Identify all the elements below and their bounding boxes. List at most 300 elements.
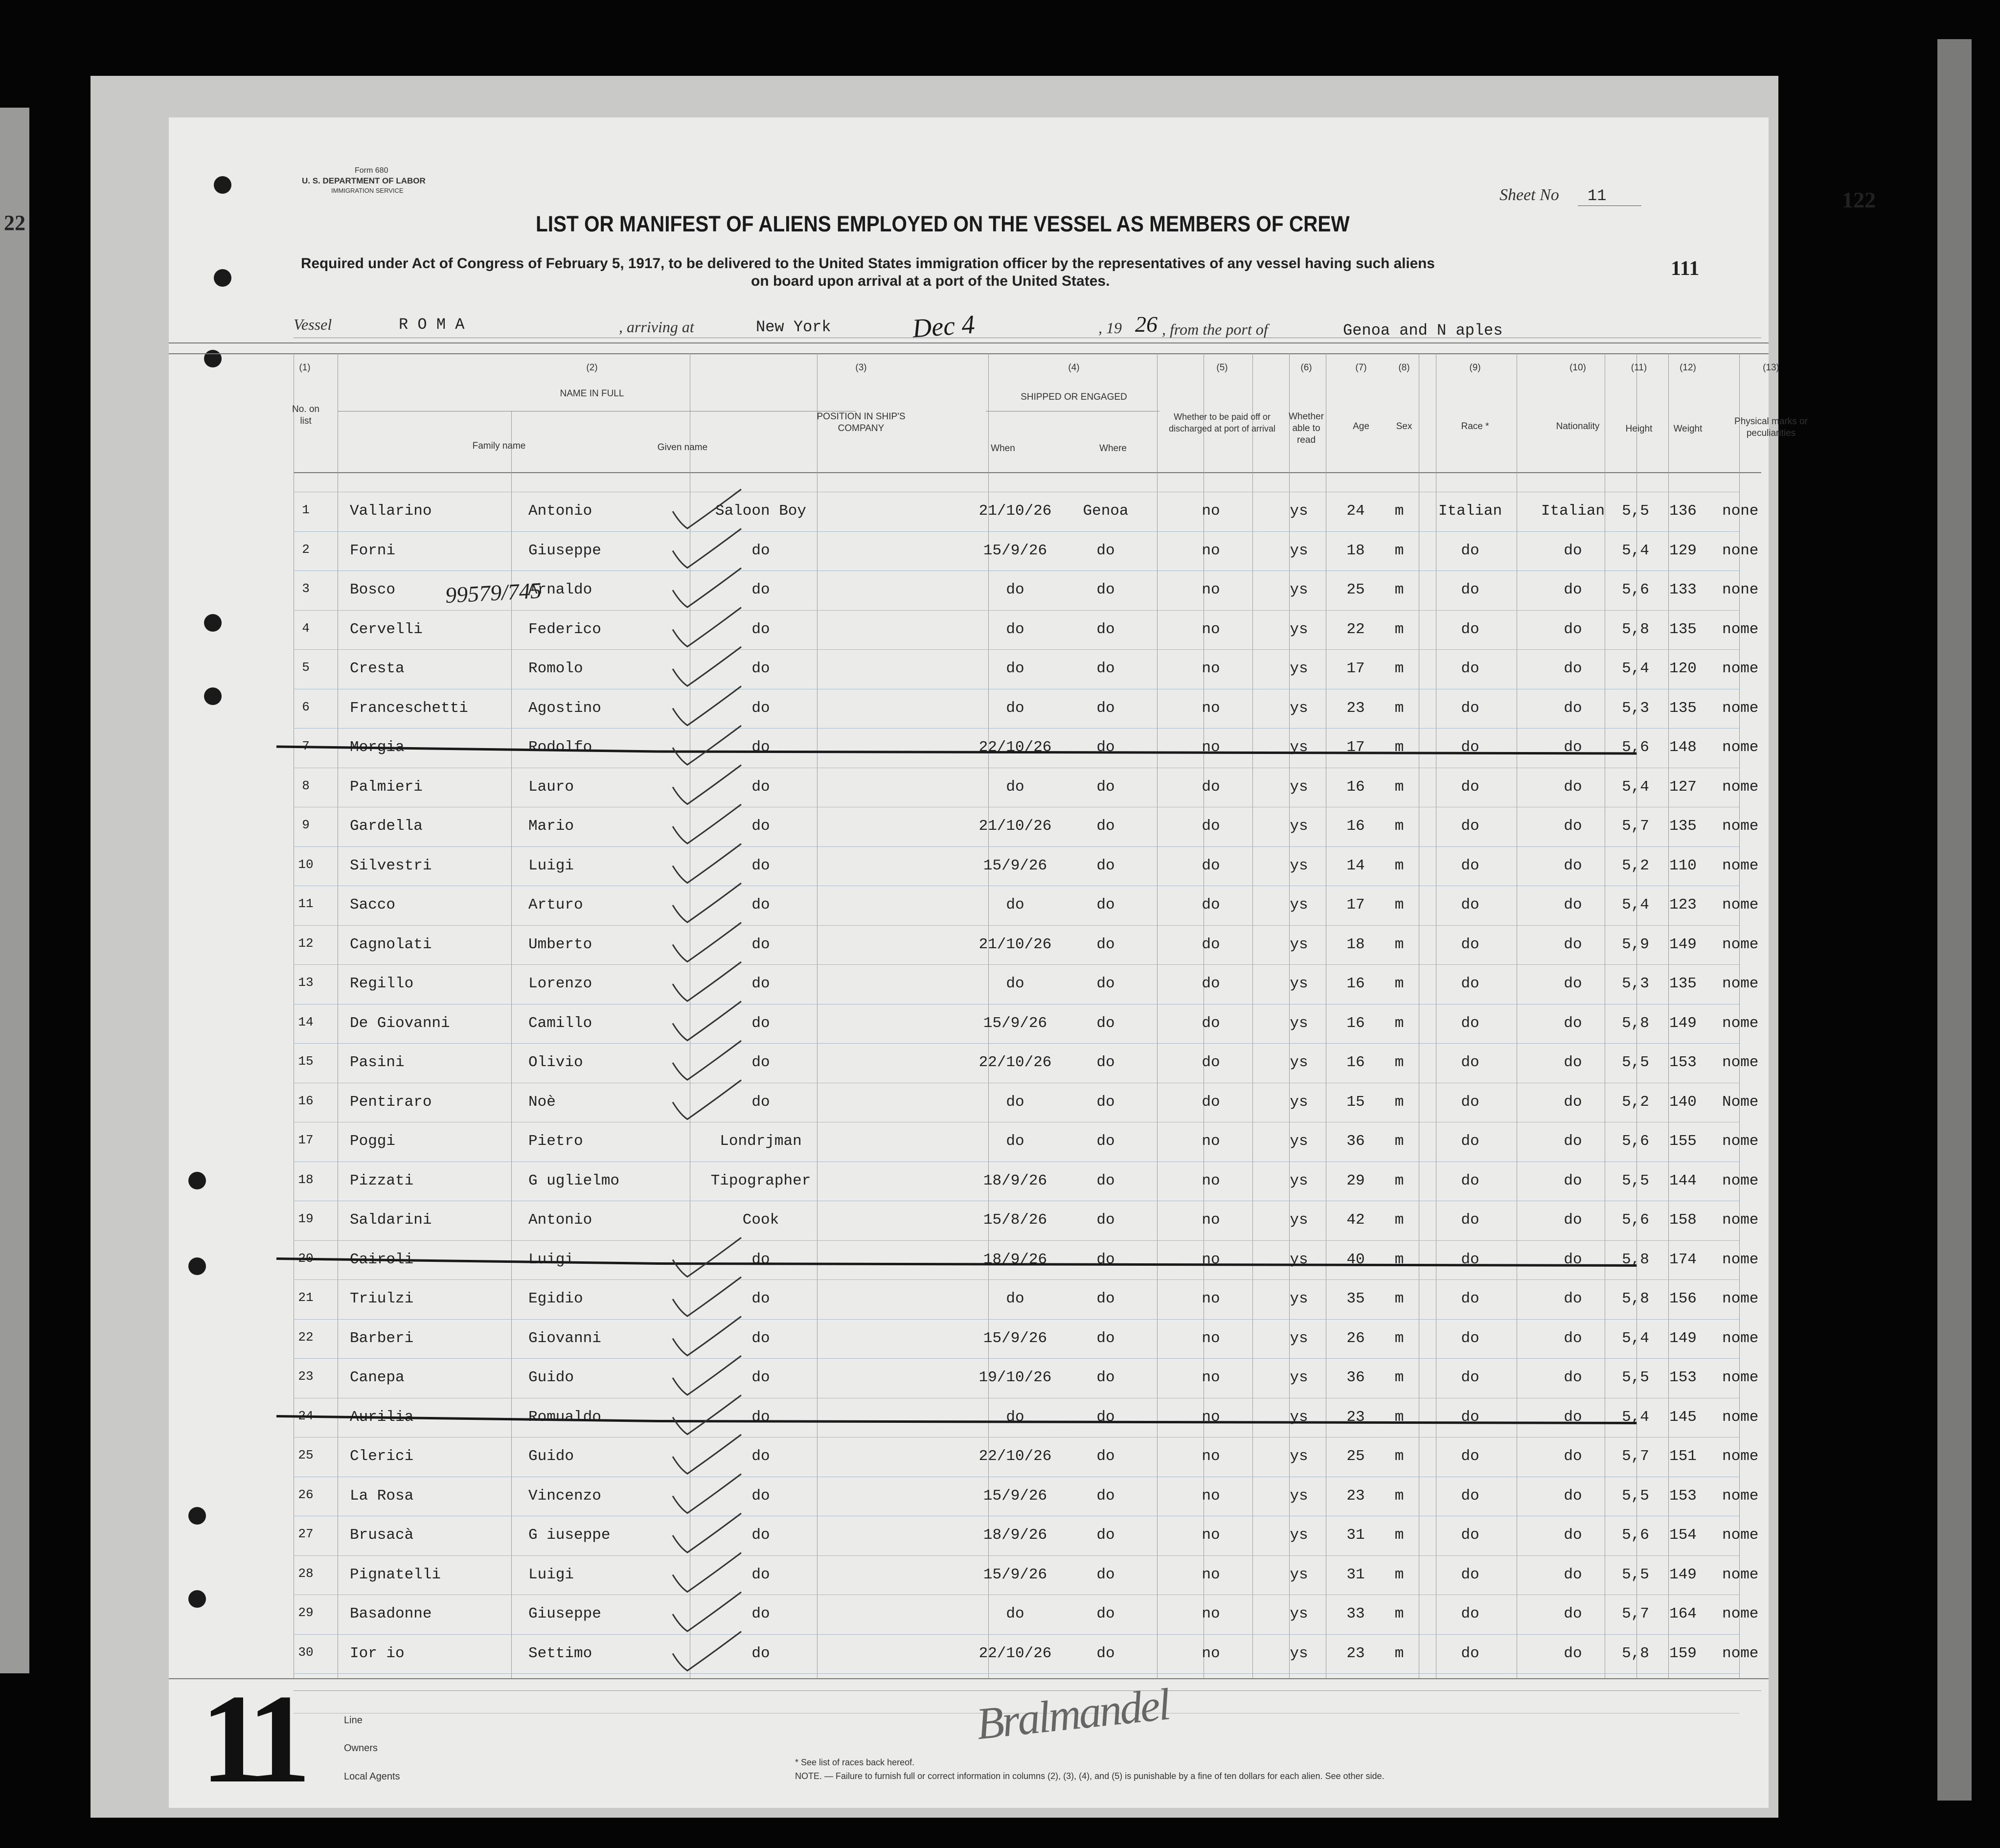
cell-position: do	[751, 1290, 770, 1307]
cell-position: do	[751, 581, 770, 598]
cell-height: 5,2	[1622, 857, 1649, 874]
cell-family: Forni	[350, 542, 396, 559]
cell-age: 25	[1346, 1448, 1365, 1465]
cell-nationality: do	[1564, 1369, 1582, 1386]
cell-marks: nome	[1722, 660, 1759, 677]
cell-when: 22/10/26	[978, 1054, 1052, 1071]
col-label-read: Whether able to read	[1289, 411, 1324, 445]
check-mark	[673, 568, 741, 607]
cell-family: Cairoli	[350, 1251, 414, 1268]
cell-marks: nome	[1722, 1054, 1759, 1071]
cell-weight: 149	[1669, 1014, 1697, 1032]
cell-height: 5,8	[1622, 1644, 1649, 1662]
cell-height: 5,5	[1622, 1566, 1649, 1583]
cell-race: do	[1461, 935, 1479, 953]
cell-nationality: do	[1564, 1093, 1582, 1111]
cell-family: Regillo	[350, 975, 414, 992]
cell-race: do	[1461, 857, 1479, 874]
cell-marks: nome	[1722, 620, 1759, 638]
cell-sex: m	[1394, 1172, 1404, 1189]
cell-read: ys	[1290, 1014, 1308, 1032]
cell-paid: no	[1202, 1133, 1220, 1150]
cell-age: 16	[1346, 778, 1365, 796]
cell-given: Luigi	[528, 857, 574, 874]
arrival-year: 26	[1135, 312, 1158, 337]
big-sheet-number: 11	[201, 1668, 301, 1809]
col-label-age: Age	[1353, 421, 1369, 432]
col-label-name: NAME IN FULL	[560, 388, 624, 399]
cell-paid: no	[1202, 1329, 1220, 1347]
cell-when: 15/9/26	[983, 1487, 1047, 1505]
cell-marks: nome	[1722, 1566, 1759, 1583]
cell-marks: nome	[1722, 1251, 1759, 1268]
cell-nationality: do	[1564, 581, 1582, 598]
cell-race: do	[1461, 1527, 1479, 1544]
cell-age: 25	[1346, 581, 1365, 598]
cell-position: do	[751, 1644, 770, 1662]
cell-paid: do	[1202, 857, 1220, 874]
cell-sex: m	[1394, 542, 1404, 559]
cell-age: 16	[1346, 1014, 1365, 1032]
cell-no: 19	[298, 1211, 314, 1226]
cell-given: Pietro	[528, 1133, 583, 1150]
cell-position: do	[751, 1408, 770, 1426]
cell-family: Cagnolati	[350, 935, 432, 953]
col-num-10: (10)	[1569, 363, 1586, 373]
cell-where: do	[1096, 739, 1115, 756]
cell-sex: m	[1394, 739, 1404, 756]
local-agents-label: Local Agents	[344, 1771, 400, 1782]
cell-nationality: do	[1564, 1290, 1582, 1307]
cell-age: 23	[1346, 699, 1365, 717]
cell-read: ys	[1290, 1527, 1308, 1544]
cell-position: Tipographer	[710, 1172, 811, 1189]
cell-read: ys	[1290, 1172, 1308, 1189]
cell-sex: m	[1394, 1133, 1404, 1150]
cell-where: do	[1096, 1644, 1115, 1662]
cell-read: ys	[1290, 1448, 1308, 1465]
cell-age: 17	[1346, 896, 1365, 913]
cell-weight: 155	[1669, 1133, 1697, 1150]
cell-when: do	[1006, 660, 1024, 677]
cell-marks: nome	[1722, 699, 1759, 717]
cell-no: 25	[298, 1448, 314, 1462]
cell-where: do	[1096, 778, 1115, 796]
cell-given: Settimo	[528, 1644, 592, 1662]
cell-when: do	[1006, 1133, 1024, 1150]
col-label-position: POSITION IN SHIP'S COMPANY	[817, 411, 906, 433]
col-num-9: (9)	[1469, 363, 1481, 373]
cell-marks: nome	[1722, 739, 1759, 756]
cell-race: do	[1461, 1054, 1479, 1071]
cell-weight: 144	[1669, 1172, 1697, 1189]
cell-race: do	[1461, 1369, 1479, 1386]
page-title: LIST OR MANIFEST OF ALIENS EMPLOYED ON THE VESSEL AS MEMBERS OF CREW	[536, 211, 1350, 236]
cell-family: Palmieri	[350, 778, 423, 796]
cell-family: Canepa	[350, 1369, 405, 1386]
cell-marks: nome	[1722, 1329, 1759, 1347]
cell-weight: 151	[1669, 1448, 1697, 1465]
cell-read: ys	[1290, 1329, 1308, 1347]
cell-race: do	[1461, 975, 1479, 992]
cell-paid: do	[1202, 778, 1220, 796]
cell-sex: m	[1394, 1329, 1404, 1347]
cell-nationality: do	[1564, 1644, 1582, 1662]
cell-when: 21/10/26	[978, 935, 1052, 953]
cell-nationality: do	[1564, 620, 1582, 638]
cell-given: Vincenzo	[528, 1487, 601, 1505]
check-mark	[673, 489, 741, 528]
cell-marks: nome	[1722, 1487, 1759, 1505]
cell-position: do	[751, 1054, 770, 1071]
cell-no: 15	[298, 1054, 314, 1069]
cell-read: ys	[1290, 1211, 1308, 1229]
cell-read: ys	[1290, 581, 1308, 598]
cell-given: Lauro	[528, 778, 574, 796]
footer-rule	[294, 1690, 1761, 1691]
cell-read: ys	[1290, 975, 1308, 992]
cell-no: 10	[298, 857, 314, 872]
cell-weight: 140	[1669, 1093, 1697, 1111]
cell-when: 15/9/26	[983, 542, 1047, 559]
cell-race: do	[1461, 620, 1479, 638]
cell-where: do	[1096, 1369, 1115, 1386]
col-label-paid: Whether to be paid off or discharged at port of arrival	[1168, 412, 1276, 433]
cell-height: 5,4	[1622, 660, 1649, 677]
cell-position: do	[751, 1251, 770, 1268]
cell-no: 22	[298, 1329, 314, 1345]
cell-nationality: do	[1564, 1408, 1582, 1426]
cell-race: do	[1461, 1014, 1479, 1032]
cell-where: do	[1096, 1527, 1115, 1544]
cell-given: Noè	[528, 1093, 556, 1111]
cell-when: do	[1006, 581, 1024, 598]
page-number-side: 111	[1671, 257, 1700, 280]
cell-given: Federico	[528, 620, 601, 638]
cell-height: 5,8	[1622, 1014, 1649, 1032]
cell-sex: m	[1394, 818, 1404, 835]
cell-position: Londrjman	[720, 1133, 802, 1150]
col-sub-when: When	[991, 443, 1015, 454]
cell-family: Sacco	[350, 896, 396, 913]
cell-marks: nome	[1722, 1605, 1759, 1622]
cell-position: do	[751, 1014, 770, 1032]
cell-paid: no	[1202, 502, 1220, 520]
check-mark	[673, 1435, 741, 1474]
cell-age: 18	[1346, 542, 1365, 559]
cell-marks: nome	[1722, 1408, 1759, 1426]
col-label-height: Height	[1625, 424, 1653, 434]
cell-sex: m	[1394, 1369, 1404, 1386]
subtitle-line1: Required under Act of Congress of February 5, 1917, to be delivered to the United States immigration officer by the representatives of any vessel having such aliens	[301, 255, 1435, 272]
cell-weight: 133	[1669, 581, 1697, 598]
cell-when: do	[1006, 1408, 1024, 1426]
cell-family: La Rosa	[350, 1487, 414, 1505]
cell-when: 15/9/26	[983, 857, 1047, 874]
col-label-marks: Physical marks or peculiarities	[1734, 416, 1808, 438]
cell-sex: m	[1394, 660, 1404, 677]
cell-paid: no	[1202, 739, 1220, 756]
cell-no: 7	[302, 739, 310, 753]
cell-weight: 153	[1669, 1054, 1697, 1071]
cell-given: Rodolfo	[528, 739, 592, 756]
cell-given: Agostino	[528, 699, 601, 717]
cell-where: do	[1096, 1448, 1115, 1465]
check-mark	[673, 1238, 741, 1277]
cell-where: do	[1096, 1290, 1115, 1307]
cell-no: 29	[298, 1605, 314, 1620]
cell-sex: m	[1394, 1566, 1404, 1583]
cell-paid: no	[1202, 1172, 1220, 1189]
cell-when: 15/9/26	[983, 1014, 1047, 1032]
cell-when: 22/10/26	[978, 739, 1052, 756]
line-label: Line	[344, 1715, 363, 1726]
cell-nationality: do	[1564, 1054, 1582, 1071]
cell-family: Basadonne	[350, 1605, 432, 1622]
cell-family: Saldarini	[350, 1211, 432, 1229]
cell-no: 18	[298, 1172, 314, 1187]
cell-no: 26	[298, 1487, 314, 1502]
cell-nationality: do	[1564, 660, 1582, 677]
cell-height: 5,7	[1622, 818, 1649, 835]
cell-family: Bosco	[350, 581, 396, 598]
cell-paid: no	[1202, 620, 1220, 638]
cell-race: do	[1461, 1290, 1479, 1307]
cell-nationality: do	[1564, 818, 1582, 835]
col-label-race: Race *	[1461, 421, 1489, 432]
cell-sex: m	[1394, 1014, 1404, 1032]
cell-age: 16	[1346, 1054, 1365, 1071]
cell-nationality: do	[1564, 1487, 1582, 1505]
cell-race: do	[1461, 1487, 1479, 1505]
cell-no: 5	[302, 660, 310, 675]
cell-position: Saloon Boy	[715, 502, 807, 520]
cell-given: Romualdo	[528, 1408, 601, 1426]
cell-race: do	[1461, 581, 1479, 598]
cell-read: ys	[1290, 1251, 1308, 1268]
col-num-12: (12)	[1680, 363, 1696, 373]
cell-sex: m	[1394, 1605, 1404, 1622]
cell-sex: m	[1394, 581, 1404, 598]
cell-weight: 135	[1669, 699, 1697, 717]
cell-paid: no	[1202, 1369, 1220, 1386]
cell-weight: 123	[1669, 896, 1697, 913]
department-label: U. S. DEPARTMENT OF LABOR	[302, 176, 426, 185]
cell-height: 5,4	[1622, 1329, 1649, 1347]
cell-paid: no	[1202, 1290, 1220, 1307]
cell-paid: do	[1202, 818, 1220, 835]
cell-given: Umberto	[528, 935, 592, 953]
cell-read: ys	[1290, 699, 1308, 717]
col-label-weight: Weight	[1673, 424, 1703, 434]
cell-paid: no	[1202, 1644, 1220, 1662]
cell-height: 5,5	[1622, 1487, 1649, 1505]
col-label-no-on-list: No. on list	[292, 404, 319, 426]
cell-weight: 154	[1669, 1527, 1697, 1544]
cell-family: Pentiraro	[350, 1093, 432, 1111]
cell-family: Gardella	[350, 818, 423, 835]
cell-age: 31	[1346, 1527, 1365, 1544]
cell-race: do	[1461, 1566, 1479, 1583]
cell-age: 23	[1346, 1644, 1365, 1662]
cell-race: do	[1461, 1172, 1479, 1189]
cell-height: 5,6	[1622, 739, 1649, 756]
cell-read: ys	[1290, 896, 1308, 913]
cell-age: 40	[1346, 1251, 1365, 1268]
check-mark	[673, 923, 741, 962]
cell-paid: do	[1202, 896, 1220, 913]
cell-position: do	[751, 975, 770, 992]
cell-paid: do	[1202, 1054, 1220, 1071]
cell-given: Guido	[528, 1448, 574, 1465]
cell-no: 30	[298, 1644, 314, 1660]
cell-age: 35	[1346, 1290, 1365, 1307]
cell-no: 23	[298, 1369, 314, 1384]
cell-weight: 135	[1669, 818, 1697, 835]
sheet-label: Sheet No	[1500, 186, 1559, 204]
cell-height: 5,6	[1622, 1211, 1649, 1229]
from-port-label: , from the port of	[1162, 320, 1268, 338]
sheet-number: 11	[1588, 187, 1607, 205]
cell-when: 19/10/26	[978, 1369, 1052, 1386]
cell-given: Arturo	[528, 896, 583, 913]
cell-no: 20	[298, 1251, 314, 1266]
cell-sex: m	[1394, 1448, 1404, 1465]
cell-read: ys	[1290, 857, 1308, 874]
cell-read: ys	[1290, 660, 1308, 677]
cell-no: 1	[302, 502, 310, 517]
cell-race: do	[1461, 778, 1479, 796]
cell-where: do	[1096, 818, 1115, 835]
cell-sex: m	[1394, 935, 1404, 953]
cell-nationality: do	[1564, 1527, 1582, 1544]
cell-marks: nome	[1722, 935, 1759, 953]
col-sub-family: Family name	[472, 441, 526, 451]
cell-marks: nome	[1722, 1172, 1759, 1189]
cell-age: 36	[1346, 1369, 1365, 1386]
cell-position: do	[751, 1093, 770, 1111]
cell-sex: m	[1394, 1054, 1404, 1071]
cell-marks: none	[1722, 581, 1759, 598]
cell-position: do	[751, 1566, 770, 1583]
cell-marks: nome	[1722, 896, 1759, 913]
cell-position: do	[751, 1448, 770, 1465]
cell-sex: m	[1394, 896, 1404, 913]
cell-height: 5,5	[1622, 1172, 1649, 1189]
cell-given: Giuseppe	[528, 542, 601, 559]
check-mark	[673, 647, 741, 686]
cell-nationality: do	[1564, 857, 1582, 874]
cell-nationality: do	[1564, 1014, 1582, 1032]
cell-family: Triulzi	[350, 1290, 414, 1307]
col-num-5: (5)	[1216, 363, 1228, 373]
cell-height: 5,2	[1622, 1093, 1649, 1111]
arriving-label: , arriving at	[619, 318, 694, 336]
cell-marks: nome	[1722, 975, 1759, 992]
col-num-1: (1)	[299, 363, 311, 373]
cell-when: 18/9/26	[983, 1527, 1047, 1544]
cell-when: 18/9/26	[983, 1251, 1047, 1268]
cell-sex: m	[1394, 1408, 1404, 1426]
col-sub-where: Where	[1099, 443, 1127, 454]
cell-where: do	[1096, 1566, 1115, 1583]
subtitle-line2: on board upon arrival at a port of the United States.	[751, 273, 1110, 289]
cell-nationality: do	[1564, 1448, 1582, 1465]
cell-marks: none	[1722, 502, 1759, 520]
cell-position: do	[751, 542, 770, 559]
page-number-top: 122	[1842, 187, 1876, 212]
manifest-page	[169, 117, 1808, 1809]
check-mark	[673, 883, 741, 922]
cell-paid: no	[1202, 1448, 1220, 1465]
cell-nationality: do	[1564, 1329, 1582, 1347]
cell-marks: nome	[1722, 1290, 1759, 1307]
cell-weight: 149	[1669, 1329, 1697, 1347]
check-mark	[673, 1474, 741, 1513]
check-mark	[673, 1592, 741, 1631]
cell-when: 21/10/26	[978, 818, 1052, 835]
cell-no: 9	[302, 818, 310, 832]
check-mark	[673, 686, 741, 726]
cell-read: ys	[1290, 620, 1308, 638]
cell-age: 14	[1346, 857, 1365, 874]
col-label-nationality: Nationality	[1556, 421, 1600, 432]
cell-no: 28	[298, 1566, 314, 1581]
cell-read: ys	[1290, 739, 1308, 756]
check-mark	[673, 1513, 741, 1552]
cell-where: do	[1096, 896, 1115, 913]
cell-weight: 149	[1669, 1566, 1697, 1583]
cell-where: do	[1096, 620, 1115, 638]
penalty-note: NOTE. — Failure to furnish full or correct information in columns (2), (3), (4), and (5) is punishable by a fine of ten dollars for each alien. See other side.	[795, 1771, 1385, 1781]
cell-position: do	[751, 699, 770, 717]
cell-where: do	[1096, 1251, 1115, 1268]
cell-age: 31	[1346, 1566, 1365, 1583]
cell-nationality: do	[1564, 1211, 1582, 1229]
cell-sex: m	[1394, 620, 1404, 638]
cell-weight: 156	[1669, 1290, 1697, 1307]
cell-read: ys	[1290, 1566, 1308, 1583]
cell-read: ys	[1290, 1644, 1308, 1662]
cell-no: 14	[298, 1014, 314, 1029]
cell-marks: nome	[1722, 1133, 1759, 1150]
cell-race: do	[1461, 1133, 1479, 1150]
cell-height: 5,4	[1622, 1408, 1649, 1426]
cell-height: 5,5	[1622, 1054, 1649, 1071]
cell-marks: nome	[1722, 818, 1759, 835]
cell-where: do	[1096, 1329, 1115, 1347]
cell-race: do	[1461, 1644, 1479, 1662]
cell-family: Cresta	[350, 660, 405, 677]
cell-height: 5,8	[1622, 1251, 1649, 1268]
cell-paid: no	[1202, 1211, 1220, 1229]
cell-no: 2	[302, 542, 310, 557]
cell-given: Lorenzo	[528, 975, 592, 992]
cell-read: ys	[1290, 542, 1308, 559]
cell-family: Poggi	[350, 1133, 396, 1150]
cell-race: do	[1461, 896, 1479, 913]
cell-age: 36	[1346, 1133, 1365, 1150]
cell-paid: no	[1202, 581, 1220, 598]
cell-when: do	[1006, 1605, 1024, 1622]
adjacent-page-right	[1937, 39, 1972, 1801]
cell-paid: no	[1202, 1527, 1220, 1544]
cell-height: 5,6	[1622, 581, 1649, 598]
form-number: Form 680	[355, 166, 388, 175]
cell-when: 22/10/26	[978, 1448, 1052, 1465]
cell-age: 42	[1346, 1211, 1365, 1229]
check-mark	[673, 1317, 741, 1356]
